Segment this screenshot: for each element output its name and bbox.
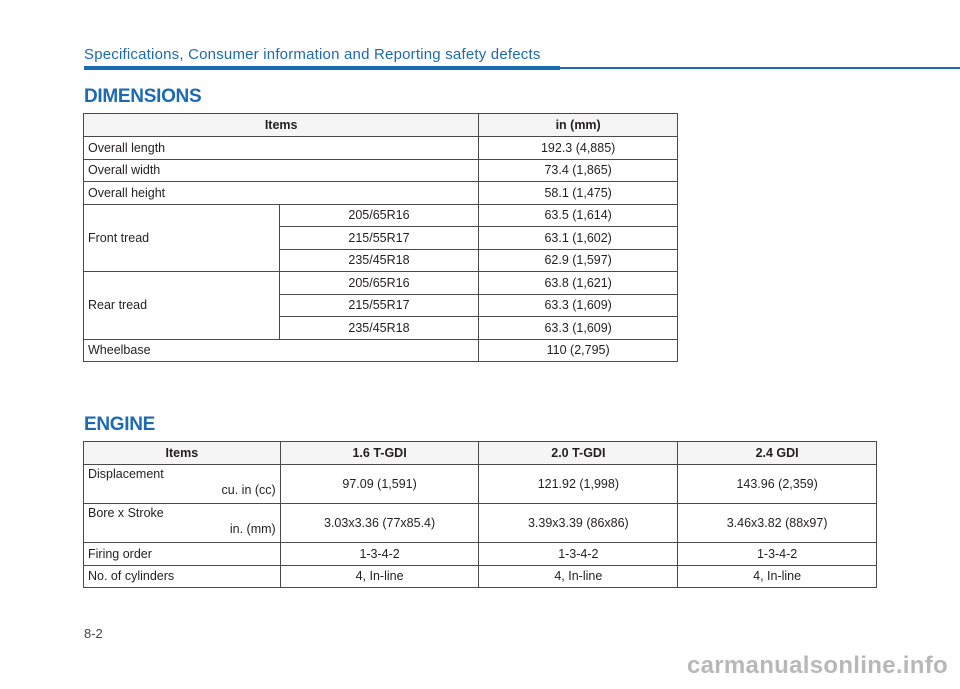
row-value: 4, In-line (280, 565, 479, 588)
tire-size: 215/55R17 (279, 227, 479, 250)
engine-table (83, 441, 877, 588)
page-number: 8-2 (84, 626, 103, 641)
tire-size: 235/45R18 (279, 249, 479, 272)
table-row (84, 272, 678, 295)
row-label: Bore x Stroke (88, 506, 164, 520)
row-label: Rear tread (84, 272, 280, 340)
column-header-engine: 1.6 T-GDI (280, 442, 479, 465)
row-label: Wheelbase (84, 339, 479, 362)
table-row (84, 339, 678, 362)
row-value: 3.39x3.39 (86x86) (479, 504, 678, 543)
table-row (84, 204, 678, 227)
row-value: 62.9 (1,597) (479, 249, 678, 272)
tire-size: 235/45R18 (279, 317, 479, 340)
column-header-items: Items (84, 114, 479, 137)
dimensions-heading: DIMENSIONS (84, 86, 202, 107)
row-label: Front tread (84, 204, 280, 272)
row-value: 192.3 (4,885) (479, 137, 678, 160)
watermark: carmanualsonline.info (686, 652, 948, 679)
tire-size: 215/55R17 (279, 294, 479, 317)
row-label: Overall height (84, 182, 479, 205)
row-value: 63.3 (1,609) (479, 294, 678, 317)
row-value: 63.1 (1,602) (479, 227, 678, 250)
row-value: 121.92 (1,998) (479, 465, 678, 504)
tire-size: 205/65R16 (279, 204, 479, 227)
header-rule-thick (84, 66, 560, 70)
table-row (84, 504, 877, 543)
table-header-row (84, 442, 877, 465)
row-value: 110 (2,795) (479, 339, 678, 362)
table-row (84, 159, 678, 182)
table-row (84, 465, 877, 504)
column-header-items: Items (84, 442, 281, 465)
table-row (84, 543, 877, 566)
tire-size: 205/65R16 (279, 272, 479, 295)
row-label: No. of cylinders (84, 565, 281, 588)
column-header-unit: in (mm) (479, 114, 678, 137)
table-row (84, 137, 678, 160)
table-row (84, 565, 877, 588)
column-header-engine: 2.0 T-GDI (479, 442, 678, 465)
row-value: 1-3-4-2 (280, 543, 479, 566)
row-value: 73.4 (1,865) (479, 159, 678, 182)
engine-heading: ENGINE (84, 414, 156, 435)
row-label-cell (84, 504, 281, 543)
column-header-engine: 2.4 GDI (678, 442, 877, 465)
row-value: 4, In-line (678, 565, 877, 588)
table-row (84, 182, 678, 205)
row-value: 1-3-4-2 (678, 543, 877, 566)
header-rule-thin (560, 67, 960, 69)
row-label: Firing order (84, 543, 281, 566)
row-value: 1-3-4-2 (479, 543, 678, 566)
row-label: Overall length (84, 137, 479, 160)
row-value: 63.8 (1,621) (479, 272, 678, 295)
row-label: Displacement (88, 467, 164, 481)
section-header-title: Specifications, Consumer information and Reporting safety defects (84, 46, 541, 63)
row-value: 4, In-line (479, 565, 678, 588)
row-unit: in. (mm) (229, 522, 276, 536)
row-value: 97.09 (1,591) (280, 465, 479, 504)
dimensions-table (83, 113, 678, 362)
row-value: 63.3 (1,609) (479, 317, 678, 340)
row-value: 143.96 (2,359) (678, 465, 877, 504)
table-header-row (84, 114, 678, 137)
row-value: 58.1 (1,475) (479, 182, 678, 205)
row-value: 3.03x3.36 (77x85.4) (280, 504, 479, 543)
row-value: 63.5 (1,614) (479, 204, 678, 227)
row-unit: cu. in (cc) (221, 483, 276, 497)
row-label-cell (84, 465, 281, 504)
row-label: Overall width (84, 159, 479, 182)
row-value: 3.46x3.82 (88x97) (678, 504, 877, 543)
